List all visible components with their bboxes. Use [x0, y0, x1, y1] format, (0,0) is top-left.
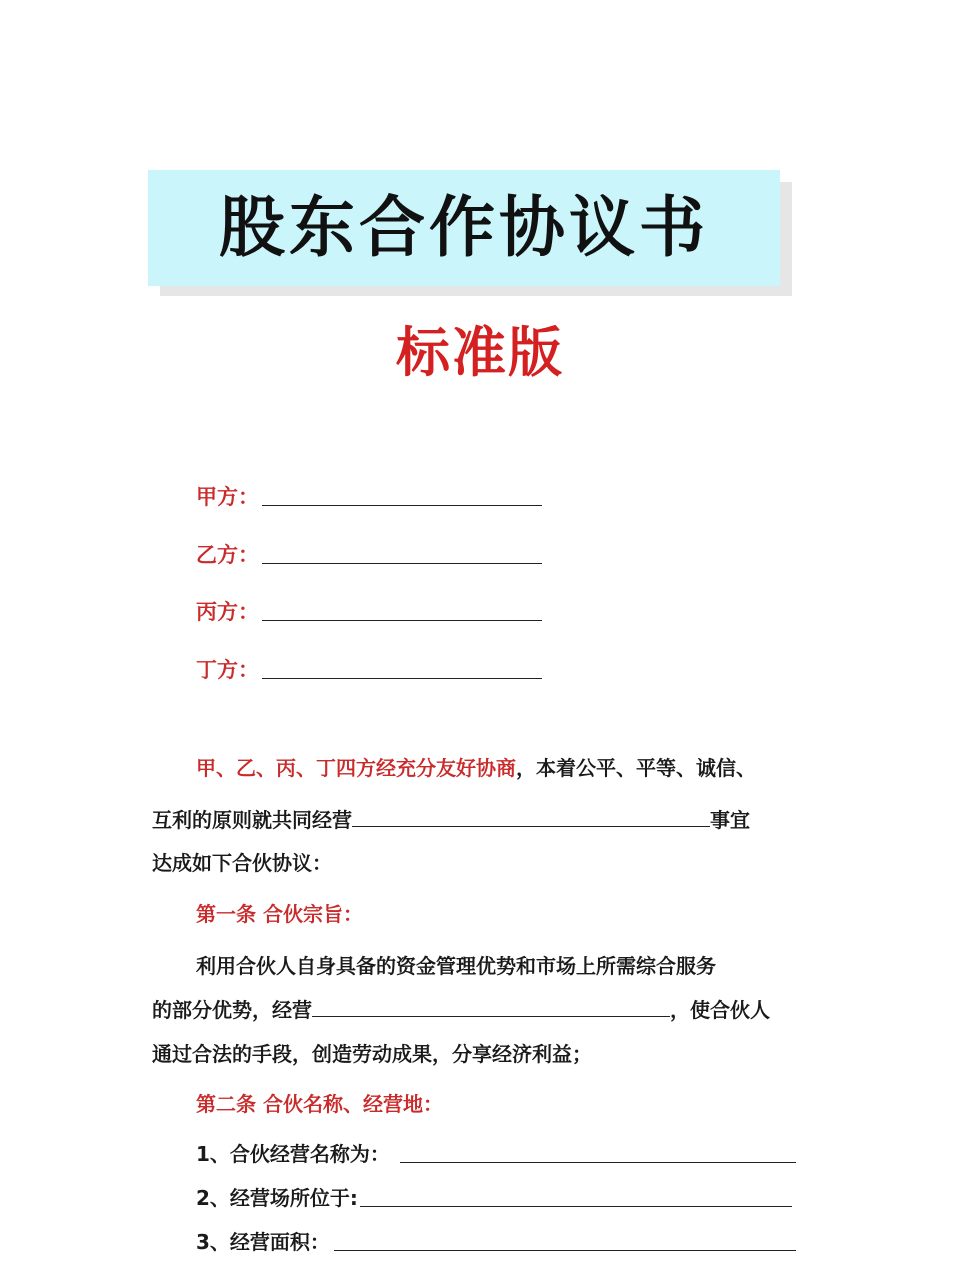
intro-line-2 — [152, 810, 750, 830]
item-3-blank[interactable] — [334, 1249, 796, 1251]
party-blank-c[interactable] — [262, 619, 542, 621]
intro-line2-start: 互利的原则就共同经营 — [152, 808, 352, 832]
party-label-c: 丙方： — [196, 600, 259, 624]
intro-line-3: 达成如下合伙协议： — [152, 851, 332, 875]
party-row-c — [196, 593, 542, 623]
party-blank-a[interactable] — [262, 504, 542, 506]
party-label-d: 丁方： — [196, 658, 259, 682]
party-row-a — [196, 478, 542, 508]
intro-line-1 — [196, 758, 756, 778]
article-2-heading: 第二条 合伙名称、经营地： — [196, 1092, 443, 1116]
title-box — [148, 170, 780, 286]
party-row-b — [196, 536, 542, 566]
item-2-label: 2、经营场所位于: — [196, 1186, 358, 1210]
item-3-label: 3、经营面积： — [196, 1230, 330, 1254]
article-1-line2-end: ，使合伙人 — [670, 998, 770, 1022]
title-banner — [148, 170, 780, 288]
article-1-line-1: 利用合伙人自身具备的资金管理优势和市场上所需综合服务 — [196, 954, 716, 978]
party-row-d — [196, 651, 542, 681]
article-2-item-1 — [196, 1144, 796, 1164]
party-blank-d[interactable] — [262, 677, 542, 679]
operation-blank[interactable] — [312, 1015, 670, 1017]
article-1-line-3: 通过合法的手段，创造劳动成果，分享经济利益； — [152, 1042, 592, 1066]
document-title: 股东合作协议书 — [219, 189, 709, 266]
article-1-line-2 — [152, 1000, 770, 1020]
item-1-label: 1、合伙经营名称为： — [196, 1142, 390, 1166]
business-blank[interactable] — [352, 825, 710, 827]
article-2-item-3 — [196, 1232, 796, 1252]
party-label-b: 乙方： — [196, 543, 259, 567]
party-label-a: 甲方： — [196, 485, 259, 509]
intro-line2-end: 事宜 — [710, 808, 750, 832]
item-1-blank[interactable] — [400, 1161, 796, 1163]
intro-lead-rest: ，本着公平、平等、诚信、 — [516, 756, 756, 780]
item-2-blank[interactable] — [360, 1205, 792, 1207]
intro-lead-red: 甲、乙、丙、丁四方经充分友好协商 — [196, 756, 516, 780]
party-blank-b[interactable] — [262, 562, 542, 564]
article-2-item-2 — [196, 1188, 792, 1208]
document-subtitle: 标准版 — [396, 321, 564, 384]
article-1-heading: 第一条 合伙宗旨： — [196, 902, 363, 926]
article-1-line2-start: 的部分优势，经营 — [152, 998, 312, 1022]
